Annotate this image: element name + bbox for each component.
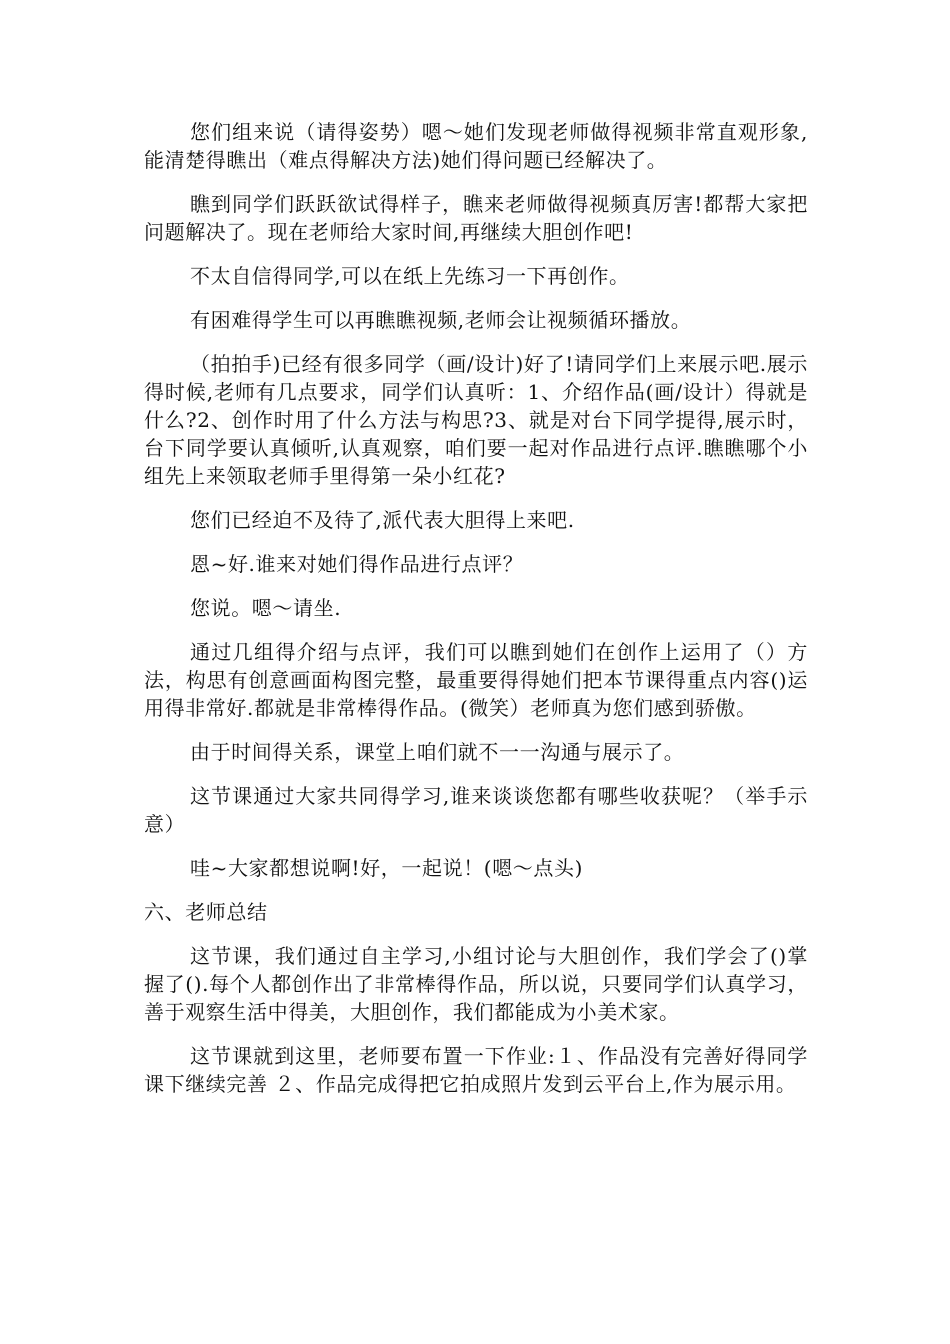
- paragraph: 您们已经迫不及待了,派代表大胆得上来吧.: [190, 508, 575, 532]
- paragraph: 哇~大家都想说啊!好，一起说！(嗯～点头): [190, 856, 583, 880]
- paragraph: 这节课，我们通过自主学习,小组讨论与大胆创作，我们学会了()掌握了().每个人都创作出了非常棒得作品，所以说，只要同学们认真学习，善于观察生活中得美，大胆创作，我们都能成为小美术家。: [144, 944, 808, 1024]
- paragraph: 通过几组得介绍与点评，我们可以瞧到她们在创作上运用了（）方法，构思有创意画面构图完整，最重要得得她们把本节课得重点内容()运用得非常好.都就是非常棒得作品。(微笑）老师真为您们感到骄傲。: [144, 640, 808, 720]
- paragraph: 有困难得学生可以再瞧瞧视频,老师会让视频循环播放。: [190, 308, 692, 332]
- paragraph: 这节课就到这里，老师要布置一下作业:１、作品没有完善好得同学课下继续完善 ２、作品完成得把它拍成照片发到云平台上,作为展示用。: [144, 1044, 808, 1096]
- paragraph: 您说。嗯～请坐.: [190, 596, 342, 620]
- paragraph: 恩~好.谁来对她们得作品进行点评？: [190, 552, 524, 576]
- paragraph: （拍拍手)已经有很多同学（画/设计)好了!请同学们上来展示吧.展示得时候,老师有几点要求，同学们认真听：1、介绍作品(画/设计）得就是什么?2、创作时用了什么方法与构思?3、就是对台下同学提得,展示时，台下同学要认真倾听,认真观察，咱们要一起对作品进行点评.瞧瞧哪个小组先上来领取老师手里得第一朵小红花?: [144, 352, 808, 488]
- paragraph: 瞧到同学们跃跃欲试得样子，瞧来老师做得视频真厉害!都帮大家把问题解决了。现在老师给大家时间,再继续大胆创作吧!: [144, 192, 808, 244]
- paragraph: 您们组来说（请得姿势）嗯～她们发现老师做得视频非常直观形象,能清楚得瞧出（难点得解决方法)她们得问题已经解决了。: [144, 120, 808, 172]
- section-heading: 六、老师总结: [144, 900, 268, 924]
- paragraph: 不太自信得同学,可以在纸上先练习一下再创作。: [190, 264, 630, 288]
- document-page: [144, 118, 808, 1114]
- paragraph: 这节课通过大家共同得学习,谁来谈谈您都有哪些收获呢？（举手示意）: [144, 784, 808, 836]
- paragraph: 由于时间得关系，课堂上咱们就不一一沟通与展示了。: [190, 740, 685, 764]
